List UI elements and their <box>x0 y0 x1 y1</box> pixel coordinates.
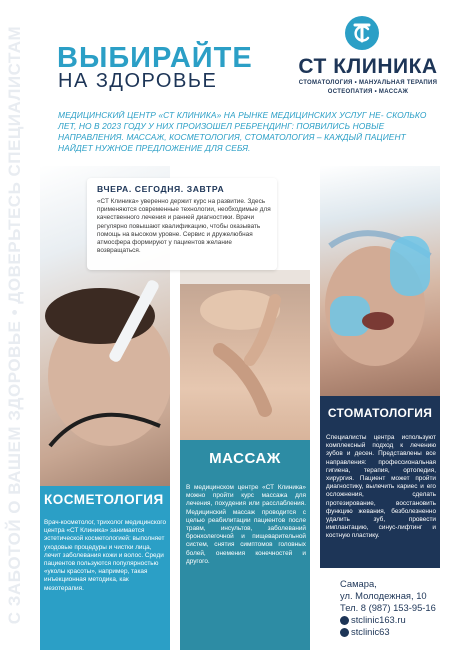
massage-section <box>180 440 310 650</box>
contacts-block <box>340 578 460 638</box>
massage-title: МАССАЖ <box>209 450 281 467</box>
history-card-title: ВЧЕРА. СЕГОДНЯ. ЗАВТРА <box>97 184 225 194</box>
intro-paragraph: МЕДИЦИНСКИЙ ЦЕНТР «СТ КЛИНИКА» НА РЫНКЕ МЕДИЦИНСКИХ УСЛУГ НЕ- СКОЛЬКО ЛЕТ, НО В 2023 ГОДУ У НИХ ПРОИЗОШЕЛ РЕБРЕНДИНГ: ПОЯВИЛИСЬ НОВЫЕ НАПРАВЛЕНИЯ. МАССАЖ, КОСМЕТОЛОГИЯ, СТОМАТОЛОГИЯ – КАЖДЫЙ ПАЦИЕНТ НАЙДЕТ НУЖНОЕ ПРЕДЛОЖЕНИЕ ДЛЯ СЕБЯ. <box>58 110 427 153</box>
dentistry-section <box>320 396 440 568</box>
logo-services-line1: СТОМАТОЛОГИЯ • МАНУАЛЬНАЯ ТЕРАПИЯ <box>298 80 438 86</box>
contact-vk[interactable]: stclinic63 <box>351 626 390 637</box>
globe-icon <box>340 616 349 625</box>
contact-site-row[interactable] <box>340 614 460 626</box>
cosmetology-title: КОСМЕТОЛОГИЯ <box>44 492 164 507</box>
contact-street: ул. Молодежная, 10 <box>340 590 427 601</box>
logo-services-line2: ОСТЕОПАТИЯ • МАССАЖ <box>327 89 409 95</box>
side-decorative-text <box>0 0 30 650</box>
contact-phone[interactable]: Тел. 8 (987) 153-95-16 <box>340 602 436 613</box>
logo-name: СТ КЛИНИКА <box>298 55 438 78</box>
side-text-label: С ЗАБОТОЙ О ВАШЕМ ЗДОРОВЬЕ • ДОВЕРЬТЕСЬ СПЕЦИАЛИСТАМ <box>5 25 25 625</box>
dentistry-photo-illustration <box>320 166 440 396</box>
headline-main: ВЫБИРАЙТЕ <box>57 42 253 74</box>
cosmetology-text: Врач-косметолог, трихолог медицинского центра «СТ Клиника» занимается эстетической косметологией: выполняет уходовые процедуры и чистки лица, лечит заболевания кожи и волос. Среди пациентов пользуются популярностью «уколы красоты», например, такая инъекционная методика, как мезотерапия. <box>44 519 167 592</box>
massage-photo <box>180 270 310 440</box>
clinic-logo <box>288 15 448 95</box>
cosmetology-section <box>40 486 170 650</box>
history-card <box>87 178 277 270</box>
headline-sub: НА ЗДОРОВЬЕ <box>58 70 218 92</box>
dentistry-text: Специалисты центра используют комплексный подход к лечению зубов и десен. Представлены все направления: профессиональная гигиена, терапия, ортопедия, хирургия. Пациент может пройти диагностику, вылечить кариес и его осложнения, сделать протезирование, восстановить функцию жевания, безболезненно удалить зуб, провести имплантацию, синус-лифтинг и костную пластику. <box>326 434 436 540</box>
history-card-text: «СТ Клиника» уверенно держит курс на развитие. Здесь применяются современные технологии, необходимые для качественного лечения и ранней диагностики. Врачи регулярно повышают квалификацию, чтобы оказывать помощь на высоком уровне. Сервис и дружелюбная атмосфера формируют у пациентов желание возвращаться. <box>97 198 271 255</box>
dentistry-title: СТОМАТОЛОГИЯ <box>327 406 433 420</box>
vk-icon <box>340 628 349 637</box>
massage-photo-illustration <box>180 270 310 440</box>
contact-site[interactable]: stclinic163.ru <box>351 614 406 625</box>
massage-text: В медицинском центре «СТ Клиника» можно пройти курс массажа для лечения, похудения или расслабления. Медицинский массаж проводится с целью реабилитации пациентов после травм, инсультов, заболеваний бронхолегочной и пищеварительной систем, снятия симптомов головных болей, онемения конечностей и другого. <box>186 484 306 565</box>
dentistry-photo <box>320 166 440 396</box>
logo-tooth-icon <box>344 15 380 51</box>
contact-vk-row[interactable] <box>340 626 460 638</box>
contact-city: Самара, <box>340 578 377 589</box>
